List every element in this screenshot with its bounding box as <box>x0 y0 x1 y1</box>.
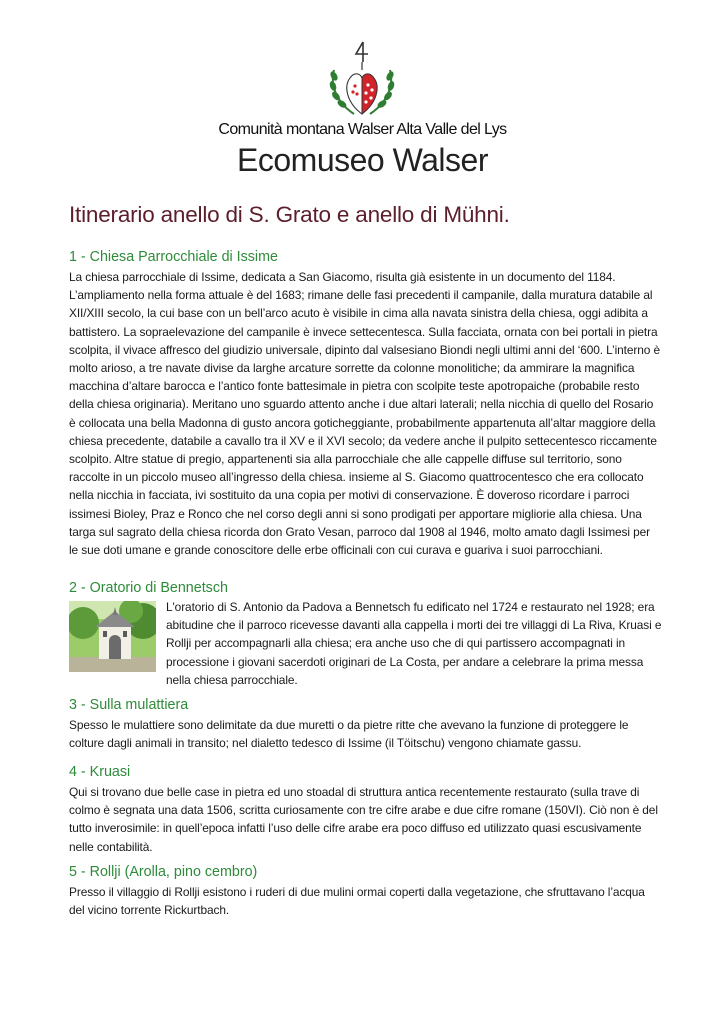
section-heading-1: 1 - Chiesa Parrocchiale di Issime <box>69 249 278 265</box>
itinerary-title: Itinerario anello di S. Grato e anello di Mühni. <box>69 202 510 227</box>
section-text-1: La chiesa parrocchiale di Issime, dedicata a San Giacomo, risulta già esistente in un documento del 1184. L’ampliamento nella forma attuale è del 1683; rimane delle fasi precedenti il campanile, dalla muratura databile al XII/XIII secolo, la cui base con un bell’arco acuto è visibile in cima alla navata sinistra della chiesa, oggi adibita a battistero. La sopraelevazione del campanile è invece settecentesca. Sulla facciata, ornata con bei portali in pietra scolpita, il vivace affresco del giudizio universale, dipinto dal valsesiano Biondi negli ultimi anni del ‘600. L’interno è molto arioso, a tre navate divise da larghe arcature sorrette da colonne monolitiche; da ammirare la magnifica macchina d’altare barocca e l’antico fonte battesimale in pietra con scolpite teste apotropaiche (probabile resto della chiesa originaria). Meritano uno sguardo attento anche i due altari laterali; nella nicchia di quello del Rosario è collocata una bella Madonna di gusto ancora goticheggiante, probabilmente appartenuta all’altar maggiore della chiesa precedente, databile a cavallo tra il XV e il XVI secolo; da vedere anche il pulpito settecentesco riccamente scolpito. Altre statue di pregio, appartenenti sia alla parrocchiale che alle cappelle diffuse sul territorio, sono raccolte in un piccolo museo all’ingresso della chiesa. insieme al S. Giacomo quattrocentesco che era collocato nella nicchia in facciata, ivi sostituito da una copia per motivi di conservazione. È doveroso ricordare i parroci issimesi Bioley, Praz e Ronco che nel corso degli anni si sono prodigati per apportare migliorie alla chiesa. Una targa sul sagrato della chiesa ricorda don Grato Vesan, parroco dal 1908 al 1946, molto amato dagli Issimesi per le sue doti umane e grande conoscitore delle erbe officinali con cui curava e guariva i suoi parrocchiani. <box>69 270 660 558</box>
section-text-5: Presso il villaggio di Rollji esistono i ruderi di due mulini ormai coperti dalla vegetazione, che sfruttavano l’acqua del vicino torrente Rickurtbach. <box>69 885 645 918</box>
chapel-photo-icon <box>69 601 156 672</box>
organization-name: Comunità montana Walser Alta Valle del Lys <box>218 121 507 138</box>
section-heading-4: 4 - Kruasi <box>69 764 131 780</box>
page-title: Ecomuseo Walser <box>237 142 488 178</box>
section-text-4: Qui si trovano due belle case in pietra ed uno stoadal di struttura antica recentemente restaurato (sulla trave di colmo è segnata una data 1506, scritta curiosamente con tre cifre arabe e due cifre romane (150VI). Ciò non è del tutto inverosimile: in quell’epoca infatti l’uso delle cifre arabe era poco diffuso ed utilizzato quasi escusivamente nelle contabilità. <box>69 785 658 854</box>
section-text-2: L'oratorio di S. Antonio da Padova a Bennetsch fu edificato nel 1724 e restaurato nel 1928; era abitudine che il parroco ricevesse davanti alla cappella i morti dei tre villaggi di La Riva, Kruasi e Rollji per accompagnarli alla chiesa; era anche uso che di qui partissero accompagnati in processione i giovani sacerdoti originari de La Costa, per andare a celebrare la prima messa nella chiesa parrocchiale. <box>166 600 662 687</box>
section-text-3: Spesso le mulattiere sono delimitate da due muretti o da pietre ritte che avevano la funzione di proteggere le colture dagli animali in transito; nel dialetto tedesco di Issime (il Töitschu) vengono chiamate gassu. <box>69 718 629 751</box>
coat-of-arms-icon <box>326 40 398 122</box>
section-heading-2: 2 - Oratorio di Bennetsch <box>69 580 228 596</box>
section-heading-5: 5 - Rollji (Arolla, pino cembro) <box>69 864 258 880</box>
section-heading-3: 3 - Sulla mulattiera <box>69 697 189 713</box>
